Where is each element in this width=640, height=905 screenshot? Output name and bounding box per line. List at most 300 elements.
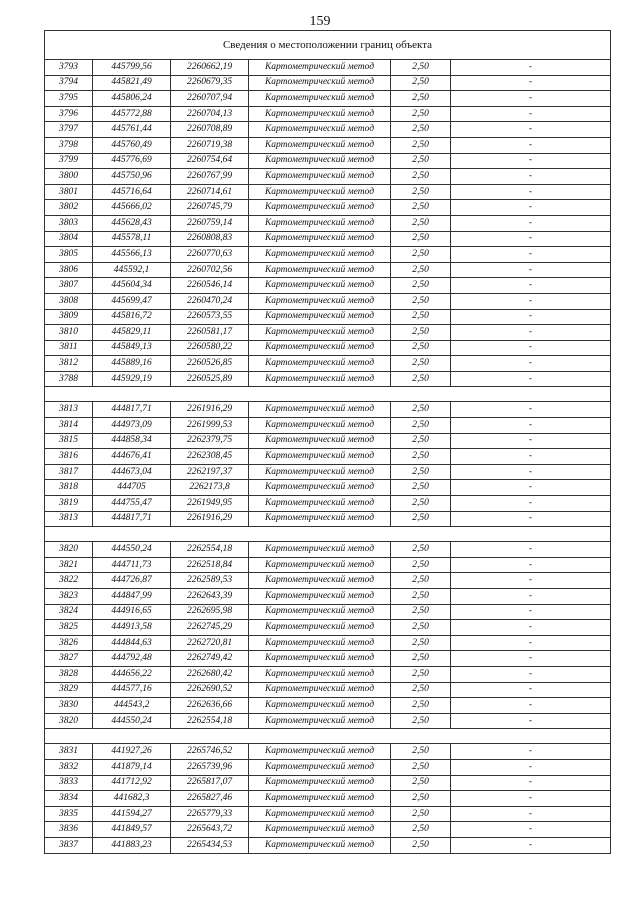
boundary-coordinates-table: [44, 30, 611, 854]
table-row: [45, 511, 611, 527]
accuracy-cell: 2,50: [391, 620, 451, 636]
y-coordinate-cell: 2262197,37: [171, 464, 249, 480]
accuracy-cell: 2,50: [391, 557, 451, 573]
point-number-cell: 3788: [45, 371, 93, 387]
table-row: [45, 325, 611, 341]
point-number-cell: 3816: [45, 449, 93, 465]
y-coordinate-cell: 2260581,17: [171, 325, 249, 341]
y-coordinate-cell: 2265434,53: [171, 837, 249, 853]
y-coordinate-cell: 2262636,66: [171, 698, 249, 714]
x-coordinate-cell: 444676,41: [93, 449, 171, 465]
y-coordinate-cell: 2265817,07: [171, 775, 249, 791]
y-coordinate-cell: 2262554,18: [171, 713, 249, 729]
x-coordinate-cell: 441883,23: [93, 837, 171, 853]
description-cell: -: [451, 666, 611, 682]
x-coordinate-cell: 441879,14: [93, 759, 171, 775]
description-cell: -: [451, 651, 611, 667]
table-row: [45, 791, 611, 807]
y-coordinate-cell: 2260470,24: [171, 293, 249, 309]
point-number-cell: 3797: [45, 122, 93, 138]
x-coordinate-cell: 445592,1: [93, 262, 171, 278]
point-number-cell: 3800: [45, 169, 93, 185]
table-row: [45, 713, 611, 729]
description-cell: -: [451, 759, 611, 775]
x-coordinate-cell: 445929,19: [93, 371, 171, 387]
description-cell: -: [451, 620, 611, 636]
table-row: [45, 340, 611, 356]
y-coordinate-cell: 2262643,39: [171, 589, 249, 605]
method-cell: Картометрический метод: [249, 91, 391, 107]
description-cell: -: [451, 496, 611, 512]
method-cell: Картометрический метод: [249, 215, 391, 231]
table-row: [45, 106, 611, 122]
accuracy-cell: 2,50: [391, 356, 451, 372]
method-cell: Картометрический метод: [249, 759, 391, 775]
accuracy-cell: 2,50: [391, 122, 451, 138]
x-coordinate-cell: 444711,73: [93, 557, 171, 573]
accuracy-cell: 2,50: [391, 293, 451, 309]
method-cell: Картометрический метод: [249, 325, 391, 341]
accuracy-cell: 2,50: [391, 278, 451, 294]
method-cell: Картометрический метод: [249, 402, 391, 418]
x-coordinate-cell: 441712,92: [93, 775, 171, 791]
table-row: [45, 200, 611, 216]
y-coordinate-cell: 2261916,29: [171, 402, 249, 418]
description-cell: -: [451, 137, 611, 153]
table-row: [45, 60, 611, 76]
x-coordinate-cell: 441682,3: [93, 791, 171, 807]
table-row: [45, 698, 611, 714]
x-coordinate-cell: 445604,34: [93, 278, 171, 294]
table-row: [45, 759, 611, 775]
accuracy-cell: 2,50: [391, 604, 451, 620]
x-coordinate-cell: 445772,88: [93, 106, 171, 122]
y-coordinate-cell: 2265827,46: [171, 791, 249, 807]
description-cell: -: [451, 122, 611, 138]
table-row: [45, 215, 611, 231]
method-cell: Картометрический метод: [249, 433, 391, 449]
y-coordinate-cell: 2260767,99: [171, 169, 249, 185]
table-row: [45, 356, 611, 372]
y-coordinate-cell: 2262379,75: [171, 433, 249, 449]
method-cell: Картометрический метод: [249, 309, 391, 325]
description-cell: -: [451, 822, 611, 838]
table-row: [45, 184, 611, 200]
point-number-cell: 3824: [45, 604, 93, 620]
table-row: [45, 91, 611, 107]
point-number-cell: 3825: [45, 620, 93, 636]
table-row: [45, 371, 611, 387]
x-coordinate-cell: 445889,16: [93, 356, 171, 372]
method-cell: Картометрический метод: [249, 511, 391, 527]
table-row: [45, 604, 611, 620]
table-title: Сведения о местоположении границ объекта: [45, 31, 611, 60]
accuracy-cell: 2,50: [391, 635, 451, 651]
point-number-cell: 3812: [45, 356, 93, 372]
y-coordinate-cell: 2262173,8: [171, 480, 249, 496]
point-number-cell: 3807: [45, 278, 93, 294]
y-coordinate-cell: 2265739,96: [171, 759, 249, 775]
method-cell: Картометрический метод: [249, 449, 391, 465]
y-coordinate-cell: 2260702,56: [171, 262, 249, 278]
separator-cell: [45, 387, 611, 402]
point-number-cell: 3804: [45, 231, 93, 247]
description-cell: -: [451, 60, 611, 76]
description-cell: -: [451, 247, 611, 263]
method-cell: Картометрический метод: [249, 744, 391, 760]
point-number-cell: 3813: [45, 511, 93, 527]
table-row: [45, 496, 611, 512]
method-cell: Картометрический метод: [249, 418, 391, 434]
method-cell: Картометрический метод: [249, 122, 391, 138]
method-cell: Картометрический метод: [249, 464, 391, 480]
y-coordinate-cell: 2261949,95: [171, 496, 249, 512]
accuracy-cell: 2,50: [391, 511, 451, 527]
description-cell: -: [451, 480, 611, 496]
accuracy-cell: 2,50: [391, 153, 451, 169]
table-row: [45, 651, 611, 667]
point-number-cell: 3836: [45, 822, 93, 838]
point-number-cell: 3832: [45, 759, 93, 775]
method-cell: Картометрический метод: [249, 682, 391, 698]
y-coordinate-cell: 2260662,19: [171, 60, 249, 76]
x-coordinate-cell: 444656,22: [93, 666, 171, 682]
method-cell: Картометрический метод: [249, 604, 391, 620]
description-cell: -: [451, 698, 611, 714]
accuracy-cell: 2,50: [391, 837, 451, 853]
table-row: [45, 837, 611, 853]
x-coordinate-cell: 444847,99: [93, 589, 171, 605]
y-coordinate-cell: 2261999,53: [171, 418, 249, 434]
point-number-cell: 3819: [45, 496, 93, 512]
table-row: [45, 666, 611, 682]
x-coordinate-cell: 441594,27: [93, 806, 171, 822]
x-coordinate-cell: 441927,26: [93, 744, 171, 760]
method-cell: Картометрический метод: [249, 620, 391, 636]
y-coordinate-cell: 2262749,42: [171, 651, 249, 667]
y-coordinate-cell: 2260546,14: [171, 278, 249, 294]
x-coordinate-cell: 445578,11: [93, 231, 171, 247]
method-cell: Картометрический метод: [249, 371, 391, 387]
method-cell: Картометрический метод: [249, 75, 391, 91]
point-number-cell: 3814: [45, 418, 93, 434]
x-coordinate-cell: 444755,47: [93, 496, 171, 512]
point-number-cell: 3810: [45, 325, 93, 341]
point-number-cell: 3793: [45, 60, 93, 76]
method-cell: Картометрический метод: [249, 293, 391, 309]
method-cell: Картометрический метод: [249, 356, 391, 372]
table-row: [45, 153, 611, 169]
point-number-cell: 3837: [45, 837, 93, 853]
table-row: [45, 573, 611, 589]
accuracy-cell: 2,50: [391, 433, 451, 449]
method-cell: Картометрический метод: [249, 651, 391, 667]
description-cell: -: [451, 433, 611, 449]
table-row: [45, 75, 611, 91]
x-coordinate-cell: 444916,65: [93, 604, 171, 620]
method-cell: Картометрический метод: [249, 791, 391, 807]
accuracy-cell: 2,50: [391, 91, 451, 107]
description-cell: -: [451, 75, 611, 91]
accuracy-cell: 2,50: [391, 418, 451, 434]
table-row: [45, 635, 611, 651]
x-coordinate-cell: 441849,57: [93, 822, 171, 838]
description-cell: -: [451, 106, 611, 122]
table-row: [45, 293, 611, 309]
y-coordinate-cell: 2260714,61: [171, 184, 249, 200]
description-cell: -: [451, 557, 611, 573]
x-coordinate-cell: 444817,71: [93, 511, 171, 527]
y-coordinate-cell: 2260759,14: [171, 215, 249, 231]
method-cell: Картометрический метод: [249, 106, 391, 122]
description-cell: -: [451, 153, 611, 169]
description-cell: -: [451, 511, 611, 527]
description-cell: -: [451, 293, 611, 309]
description-cell: -: [451, 573, 611, 589]
method-cell: Картометрический метод: [249, 713, 391, 729]
accuracy-cell: 2,50: [391, 184, 451, 200]
x-coordinate-cell: 445566,13: [93, 247, 171, 263]
x-coordinate-cell: 444673,04: [93, 464, 171, 480]
description-cell: -: [451, 418, 611, 434]
y-coordinate-cell: 2260707,94: [171, 91, 249, 107]
y-coordinate-cell: 2262695,98: [171, 604, 249, 620]
table-row: [45, 433, 611, 449]
method-cell: Картометрический метод: [249, 169, 391, 185]
table-row: [45, 169, 611, 185]
method-cell: Картометрический метод: [249, 262, 391, 278]
table-row: [45, 247, 611, 263]
y-coordinate-cell: 2260704,13: [171, 106, 249, 122]
point-number-cell: 3806: [45, 262, 93, 278]
method-cell: Картометрический метод: [249, 496, 391, 512]
accuracy-cell: 2,50: [391, 791, 451, 807]
description-cell: -: [451, 744, 611, 760]
table-row: [45, 682, 611, 698]
accuracy-cell: 2,50: [391, 106, 451, 122]
x-coordinate-cell: 445816,72: [93, 309, 171, 325]
point-number-cell: 3798: [45, 137, 93, 153]
x-coordinate-cell: 444973,09: [93, 418, 171, 434]
description-cell: -: [451, 184, 611, 200]
accuracy-cell: 2,50: [391, 589, 451, 605]
description-cell: -: [451, 791, 611, 807]
table-row: [45, 620, 611, 636]
y-coordinate-cell: 2262518,84: [171, 557, 249, 573]
point-number-cell: 3802: [45, 200, 93, 216]
x-coordinate-cell: 445829,11: [93, 325, 171, 341]
y-coordinate-cell: 2260754,64: [171, 153, 249, 169]
method-cell: Картометрический метод: [249, 247, 391, 263]
method-cell: Картометрический метод: [249, 184, 391, 200]
point-number-cell: 3835: [45, 806, 93, 822]
point-number-cell: 3831: [45, 744, 93, 760]
point-number-cell: 3833: [45, 775, 93, 791]
table-row: [45, 418, 611, 434]
y-coordinate-cell: 2260745,79: [171, 200, 249, 216]
point-number-cell: 3811: [45, 340, 93, 356]
y-coordinate-cell: 2260708,89: [171, 122, 249, 138]
accuracy-cell: 2,50: [391, 60, 451, 76]
point-number-cell: 3817: [45, 464, 93, 480]
y-coordinate-cell: 2260679,35: [171, 75, 249, 91]
description-cell: -: [451, 200, 611, 216]
description-cell: -: [451, 635, 611, 651]
accuracy-cell: 2,50: [391, 309, 451, 325]
point-number-cell: 3834: [45, 791, 93, 807]
table-row: [45, 480, 611, 496]
page-number: 159: [309, 14, 331, 29]
accuracy-cell: 2,50: [391, 340, 451, 356]
point-number-cell: 3799: [45, 153, 93, 169]
table-row: [45, 262, 611, 278]
y-coordinate-cell: 2260525,89: [171, 371, 249, 387]
point-number-cell: 3826: [45, 635, 93, 651]
accuracy-cell: 2,50: [391, 325, 451, 341]
table-row: [45, 231, 611, 247]
x-coordinate-cell: 444705: [93, 480, 171, 496]
accuracy-cell: 2,50: [391, 480, 451, 496]
accuracy-cell: 2,50: [391, 744, 451, 760]
table-row: [45, 542, 611, 558]
description-cell: -: [451, 371, 611, 387]
accuracy-cell: 2,50: [391, 169, 451, 185]
x-coordinate-cell: 444844,63: [93, 635, 171, 651]
y-coordinate-cell: 2261916,29: [171, 511, 249, 527]
description-cell: -: [451, 325, 611, 341]
description-cell: -: [451, 449, 611, 465]
description-cell: -: [451, 278, 611, 294]
x-coordinate-cell: 444577,16: [93, 682, 171, 698]
method-cell: Картометрический метод: [249, 837, 391, 853]
accuracy-cell: 2,50: [391, 651, 451, 667]
x-coordinate-cell: 444913,58: [93, 620, 171, 636]
table-header-row: [45, 31, 611, 60]
accuracy-cell: 2,50: [391, 231, 451, 247]
point-number-cell: 3823: [45, 589, 93, 605]
y-coordinate-cell: 2262308,45: [171, 449, 249, 465]
x-coordinate-cell: 444792,48: [93, 651, 171, 667]
y-coordinate-cell: 2260719,38: [171, 137, 249, 153]
method-cell: Картометрический метод: [249, 589, 391, 605]
description-cell: -: [451, 340, 611, 356]
y-coordinate-cell: 2260526,85: [171, 356, 249, 372]
accuracy-cell: 2,50: [391, 759, 451, 775]
description-cell: -: [451, 91, 611, 107]
point-number-cell: 3827: [45, 651, 93, 667]
table-row: [45, 137, 611, 153]
y-coordinate-cell: 2260808,83: [171, 231, 249, 247]
method-cell: Картометрический метод: [249, 542, 391, 558]
y-coordinate-cell: 2262680,42: [171, 666, 249, 682]
method-cell: Картометрический метод: [249, 340, 391, 356]
method-cell: Картометрический метод: [249, 231, 391, 247]
method-cell: Картометрический метод: [249, 698, 391, 714]
x-coordinate-cell: 445666,02: [93, 200, 171, 216]
accuracy-cell: 2,50: [391, 542, 451, 558]
point-number-cell: 3820: [45, 713, 93, 729]
point-number-cell: 3794: [45, 75, 93, 91]
table-row: [45, 309, 611, 325]
description-cell: -: [451, 262, 611, 278]
method-cell: Картометрический метод: [249, 557, 391, 573]
point-number-cell: 3828: [45, 666, 93, 682]
method-cell: Картометрический метод: [249, 137, 391, 153]
description-cell: -: [451, 682, 611, 698]
accuracy-cell: 2,50: [391, 496, 451, 512]
description-cell: -: [451, 215, 611, 231]
accuracy-cell: 2,50: [391, 713, 451, 729]
x-coordinate-cell: 444726,87: [93, 573, 171, 589]
point-number-cell: 3818: [45, 480, 93, 496]
x-coordinate-cell: 444817,71: [93, 402, 171, 418]
method-cell: Картометрический метод: [249, 775, 391, 791]
accuracy-cell: 2,50: [391, 822, 451, 838]
point-number-cell: 3830: [45, 698, 93, 714]
table-row: [45, 278, 611, 294]
point-number-cell: 3809: [45, 309, 93, 325]
table-row: [45, 775, 611, 791]
method-cell: Картометрический метод: [249, 822, 391, 838]
method-cell: Картометрический метод: [249, 666, 391, 682]
x-coordinate-cell: 444550,24: [93, 713, 171, 729]
point-number-cell: 3815: [45, 433, 93, 449]
point-number-cell: 3795: [45, 91, 93, 107]
accuracy-cell: 2,50: [391, 666, 451, 682]
block-separator-row: [45, 527, 611, 542]
x-coordinate-cell: 445716,64: [93, 184, 171, 200]
x-coordinate-cell: 445799,56: [93, 60, 171, 76]
description-cell: -: [451, 231, 611, 247]
x-coordinate-cell: 445761,44: [93, 122, 171, 138]
description-cell: -: [451, 604, 611, 620]
y-coordinate-cell: 2265779,33: [171, 806, 249, 822]
x-coordinate-cell: 444858,34: [93, 433, 171, 449]
point-number-cell: 3820: [45, 542, 93, 558]
y-coordinate-cell: 2262690,52: [171, 682, 249, 698]
accuracy-cell: 2,50: [391, 215, 451, 231]
description-cell: -: [451, 309, 611, 325]
point-number-cell: 3813: [45, 402, 93, 418]
y-coordinate-cell: 2265746,52: [171, 744, 249, 760]
point-number-cell: 3801: [45, 184, 93, 200]
accuracy-cell: 2,50: [391, 698, 451, 714]
accuracy-cell: 2,50: [391, 449, 451, 465]
accuracy-cell: 2,50: [391, 464, 451, 480]
table-row: [45, 557, 611, 573]
method-cell: Картометрический метод: [249, 153, 391, 169]
table-row: [45, 744, 611, 760]
description-cell: -: [451, 589, 611, 605]
accuracy-cell: 2,50: [391, 137, 451, 153]
method-cell: Картометрический метод: [249, 480, 391, 496]
point-number-cell: 3808: [45, 293, 93, 309]
method-cell: Картометрический метод: [249, 200, 391, 216]
x-coordinate-cell: 445750,96: [93, 169, 171, 185]
description-cell: -: [451, 356, 611, 372]
table-row: [45, 122, 611, 138]
x-coordinate-cell: 445699,47: [93, 293, 171, 309]
table-row: [45, 464, 611, 480]
point-number-cell: 3822: [45, 573, 93, 589]
description-cell: -: [451, 775, 611, 791]
y-coordinate-cell: 2262554,18: [171, 542, 249, 558]
x-coordinate-cell: 445806,24: [93, 91, 171, 107]
description-cell: -: [451, 806, 611, 822]
description-cell: -: [451, 542, 611, 558]
x-coordinate-cell: 445760,49: [93, 137, 171, 153]
accuracy-cell: 2,50: [391, 371, 451, 387]
